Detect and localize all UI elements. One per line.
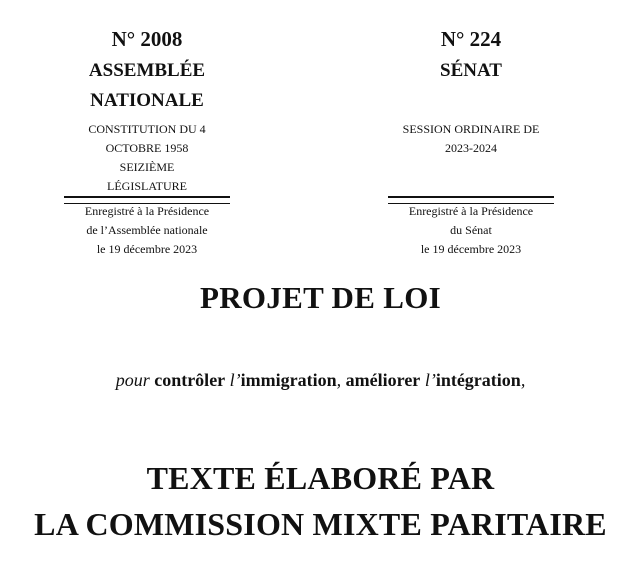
- assemblee-constitution: [64, 120, 230, 196]
- senat-registered-date: le 19 décembre 2023: [420, 242, 522, 256]
- session-line1: SESSION ORDINAIRE DE: [402, 122, 540, 136]
- subtitle-ameliorer: améliorer: [345, 370, 421, 390]
- senat-chamber-line: SÉNAT: [440, 60, 502, 81]
- subtitle-comma-2: ,: [520, 370, 526, 390]
- senat-registered-line1: Enregistré à la Présidence: [408, 204, 534, 218]
- document-subtitle: [0, 367, 641, 393]
- bigtitle-line1: TEXTE ÉLABORÉ PAR: [146, 460, 495, 496]
- subtitle-controler: contrôler: [154, 370, 226, 390]
- assemblee-registered-line1: Enregistré à la Présidence: [84, 204, 210, 218]
- assemblee-number: N° 2008: [111, 27, 183, 51]
- assemblee-chamber-name: [64, 56, 230, 116]
- assemblee-header: [64, 26, 230, 196]
- senat-registered-line2: du Sénat: [450, 223, 492, 237]
- subtitle-article-2: l’: [424, 370, 436, 390]
- senat-registration: [388, 202, 554, 259]
- subtitle-pour: pour: [115, 370, 150, 390]
- constitution-line1: CONSTITUTION DU 4: [88, 122, 206, 136]
- senat-session: [388, 120, 554, 158]
- assemblee-registered-line2: de l’Assemblée nationale: [86, 223, 208, 237]
- legislature-line2: LÉGISLATURE: [107, 179, 187, 193]
- subtitle-immigration: immigration: [240, 370, 337, 390]
- assemblee-chamber-line2: NATIONALE: [90, 90, 204, 111]
- assemblee-registered-date: le 19 décembre 2023: [96, 242, 198, 256]
- senat-header: [388, 26, 554, 158]
- bigtitle-line2: LA COMMISSION MIXTE PARITAIRE: [34, 506, 607, 542]
- text-elabore-heading: [0, 455, 641, 547]
- assemblee-chamber-line1: ASSEMBLÉE: [88, 60, 206, 81]
- subtitle-article-1: l’: [229, 370, 241, 390]
- assemblee-registration: [64, 202, 230, 259]
- legislature-line1: SEIZIÈME: [119, 160, 175, 174]
- session-line2: 2023-2024: [445, 141, 497, 155]
- document-title: PROJET DE LOI: [199, 280, 442, 315]
- senat-number: N° 224: [440, 27, 502, 51]
- senat-chamber-name: [388, 56, 554, 86]
- constitution-line2: OCTOBRE 1958: [105, 141, 189, 155]
- subtitle-integration: intégration: [435, 370, 521, 390]
- subtitle-comma-1: ,: [336, 370, 342, 390]
